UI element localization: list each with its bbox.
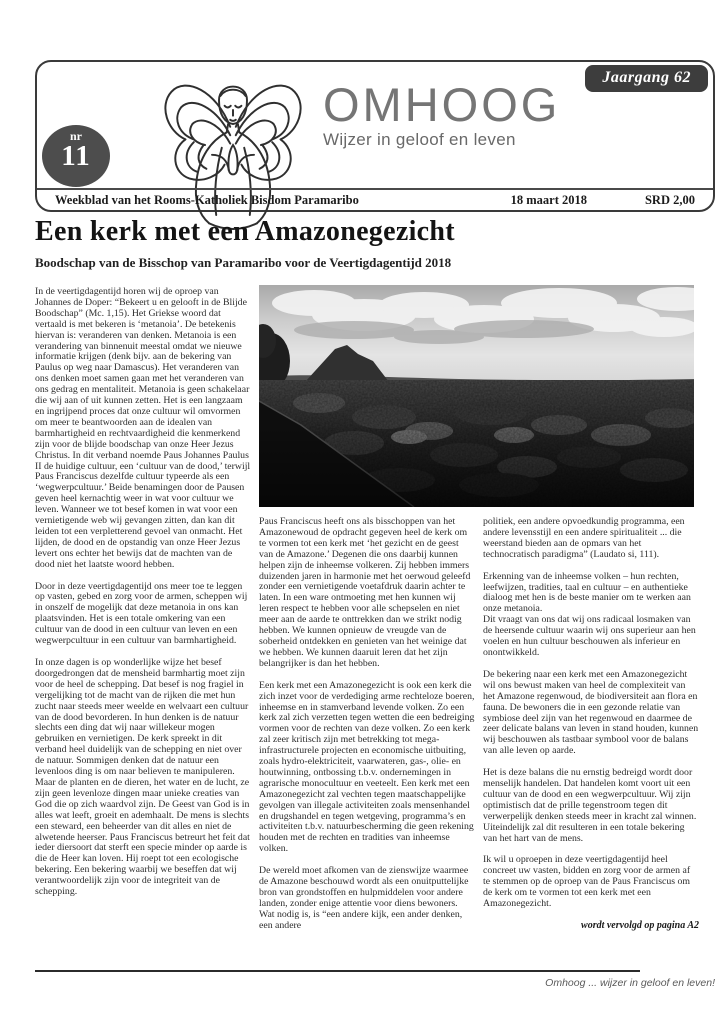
paper-title-block [323, 80, 560, 150]
masthead-box [35, 60, 715, 212]
paragraph: Ik wil u oproepen in deze veertigdagentijd heel concreet uw vasten, bidden en zorg voor de armen af te stemmen op de oproep van de Paus Franciscus om de kerk om te vormen tot een kerk met een Amazonegezicht. [483, 854, 691, 910]
issue-price: SRD 2,00 [644, 192, 695, 207]
masthead-row [37, 188, 713, 210]
paragraph: Erkenning van de inheemse volken – hun rechten, leefwijzen, tradities, taal en cultuur – en authentieke dialoog met hen is de beste manier om te werken aan onze metanoia. [483, 570, 691, 615]
paragraph: Door in deze veertigdagentijd ons meer toe te leggen op vasten, gebed en zorg voor de armen, scheppen wij in onszelf de mogelijk dat deze metanoia in ons kan plaatsvinden. Het is een totale omkering van een cultuur van de dood in een cultuur van leven en een wegwerpcultuur in een cultuur van barmhartigheid. [35, 580, 248, 647]
angel-logo-icon [149, 68, 317, 192]
paragraph: De wereld moet afkomen van de zienswijze waarmee de Amazone beschouwd wordt als een onuitputtelijke bron van grondstoffen en hulpmiddelen voor andere landen, zonder enige attentie voor diens bewoners. Wat nodig is, is “een andere kijk, een ander denken, een andere [259, 865, 469, 931]
article-headline: Een kerk met een Amazonegezicht [35, 216, 455, 247]
volume-badge: Jaargang 62 [585, 65, 708, 92]
article-column-3 [483, 517, 699, 932]
paragraph: In de veertigdagentijd horen wij de oproep van Johannes de Doper: “Bekeert u en gelooft in de Blijde Boodschap” (Mc. 1,15). Het Griekse woord dat vertaald is met bekeren is ‘metanoia’. De betekenis hiervan is: veranderen van denken. Metanoia is een verandering van binnenuit meestal omdat we nieuwe informatie krijgen (denk bijv. aan de bekering van Paulus op weg naar Damascus). Het veranderen van ons denken moet samen gaan met het veranderen van ons gedrag en mentaliteit. Metanoia is geen schakelaar die wij aan of uit kunnen zetten. Het is een langzaam en ingrijpend proces dat onze cultuur wil omvormen om meer te beantwoorden aan de idealen van barmhartigheid en rechtvaardigheid die kenmerkend zijn voor de blijde boodschap van onze Heer Jezus Christus. In dit verband noemde Paus Johannes Paulus II de huidige cultuur, een ‘cultuur van de dood,’ terwijl Paus Franciscus dezelfde cultuur typeerde als een ‘wegwerpcultuur.’ Beide benamingen door de Pausen geven heel kernachtig weer in wat voor cultuur we leven. Wanneer we tot besef komen in wat voor een vernietigende web wij gevangen zitten, dan kan dit leiden tot een verpletterend gevoel van onmacht. Het lijden, de dood en de opstandig van onze Heer Jezus levert ons echter het bewijs dat de machten van de dood niet het laatste woord hebben. [35, 286, 251, 570]
article-column-1 [35, 287, 251, 909]
issue-label: nr [70, 129, 82, 143]
issue-date: 18 maart 2018 [510, 192, 587, 207]
footer-tagline: Omhoog ... wijzer in geloof en leven! [545, 977, 715, 989]
paragraph: politiek, een andere opvoedkundig programma, een andere levensstijl en een andere spiritualiteit ... die weerstand bieden aan de opmars van het technocratisch paradigma” (Laudato si, 111). [483, 516, 685, 560]
paragraph: Het is deze balans die nu ernstig bedreigd wordt door menselijk handelen. Dat handelen komt voort uit een cultuur van de dood en een wegwerpcultuur. Wij zijn optimistisch dat de prille tegenstroom tegen dit verwerpelijk denken steeds meer in kracht zal winnen. Uiteindelijk zal dit resulteren in een totale bekering van het hart van de mens. [483, 767, 697, 844]
issue-number-badge [42, 125, 110, 187]
paragraph: De bekering naar een kerk met een Amazonegezicht wil ons bewust maken van heel de complexiteit van het Amazone regenwoud, de biodiversiteit aan flora en fauna. De bewoners die in een gezonde relatie van symbiose deel zijn van het regenwoud en daarmee de zeer delicate balans van leven in stand houden, kunnen wij beschouwen als tastbaar symbool voor de balans van alle leven op aarde. [483, 668, 699, 757]
issue-number: 11 [61, 140, 91, 172]
paragraph: In onze dagen is op wonderlijke wijze het besef doorgedrongen dat de mensheid barmhartig moet zijn voor de heel de schepping. Dat besef is nog fragiel in vergelijking tot de macht van de rijken die met hun zucht naar steeds meer weelde en welvaart een cultuur van de dood bevorderen. In hun denken is de natuur slechts een ding dat wij naar willekeur mogen gebruiken en vernietigen. De kerk spreekt in dit verband heel duidelijk van de schepping en niet over de natuur. Sommigen denken dat de natuur een levenloos ding is om naar believen te manipuleren. Maar de planten en de dieren, het water en de lucht, ze zijn geen levenloze dingen maar unieke creaties van God die op zich waardvol zijn. De Geest van God is in alles wat leeft, groeit en ademhaalt. De mens is slechts een steward, een beheerder van dit alles en niet de alwetende heerser. Paus Franciscus betreurt het feit dat ieder diersoort dat sterft een specie minder op aarde is die de Heer kan loven. Hij roept tot een ecologische bekering. Een bekering waarbij we beseffen dat wij verantwoordelijk zijn voor de integriteit van de schepping. [35, 657, 250, 898]
article-column-2 [259, 517, 475, 943]
paper-title: OMHOOG [323, 78, 561, 131]
paper-tagline: Wijzer in geloof en leven [323, 130, 516, 150]
paragraph: Dit vraagt van ons dat wij ons radicaal losmaken van de heersende cultuur waarin wij ons superieur aan hen voelen en hun cultuur beschouwen als inferieur en onontwikkeld. [483, 614, 696, 658]
amazon-rainforest-photo [259, 285, 694, 507]
paragraph: Paus Franciscus heeft ons als bisschoppen van het Amazonewoud de opdracht gegeven heel de kerk om te vormen tot een kerk met ‘het gezicht en de geest van de Amazone.’ Degenen die ons daarbij kunnen helpen zijn de inheemse volkeren. Zij hebben immers duizenden jaren in harmonie met het oerwoud geleefd zonder een vernietigende voetafdruk daarin achter te laten. In een ware ontmoeting met hen kunnen wij leren respect te hebben voor alle schepselen en niet meer aan de aarde te onttrekken dan we strikt nodig hebben. We kunnen opnieuw de vreugde van de soberheid ontdekken en genieten van het weinige dat we hebben. We kunnen daaruit leren dat het zijn belangrijker is dan het hebben. [259, 516, 471, 669]
article-subheadline: Boodschap van de Bisschop van Paramaribo voor de Veertigdagentijd 2018 [35, 255, 452, 270]
footer-rule [35, 970, 640, 972]
continuation-note: wordt vervolgd op pagina A2 [581, 920, 699, 931]
paragraph: Een kerk met een Amazonegezicht is ook een kerk die zich inzet voor de verdediging arme rechteloze boeren, inheemse en in stamverband levende volken. Zo een kerk zal zich verzetten tegen wetten die een bedreiging vormen voor de rechten van deze volken. Zo een kerk zal zeer kritisch zijn met betrekking tot mega-infrastructurele projecten en economische uitbuiting, zoals hydro-elektriciteit, vaarwateren, gas-, olie- en houtwinning, ontbossing t.b.v. ondernemingen in agrarische monocultuur en veeteelt. Een kerk met een Amazonegezicht zal vechten tegen maatschappelijke gevolgen van illegale activiteiten zoals mensenhandel en drugshandel en tegen wetgeving, programma’s en activiteiten t.b.v. natuurbescherming die geen rekening houden met de rechten en tradities van inheemse volken. [259, 679, 475, 855]
masthead-publisher: Weekblad van het Rooms-Katholiek Bisdom Paramaribo [55, 192, 359, 207]
